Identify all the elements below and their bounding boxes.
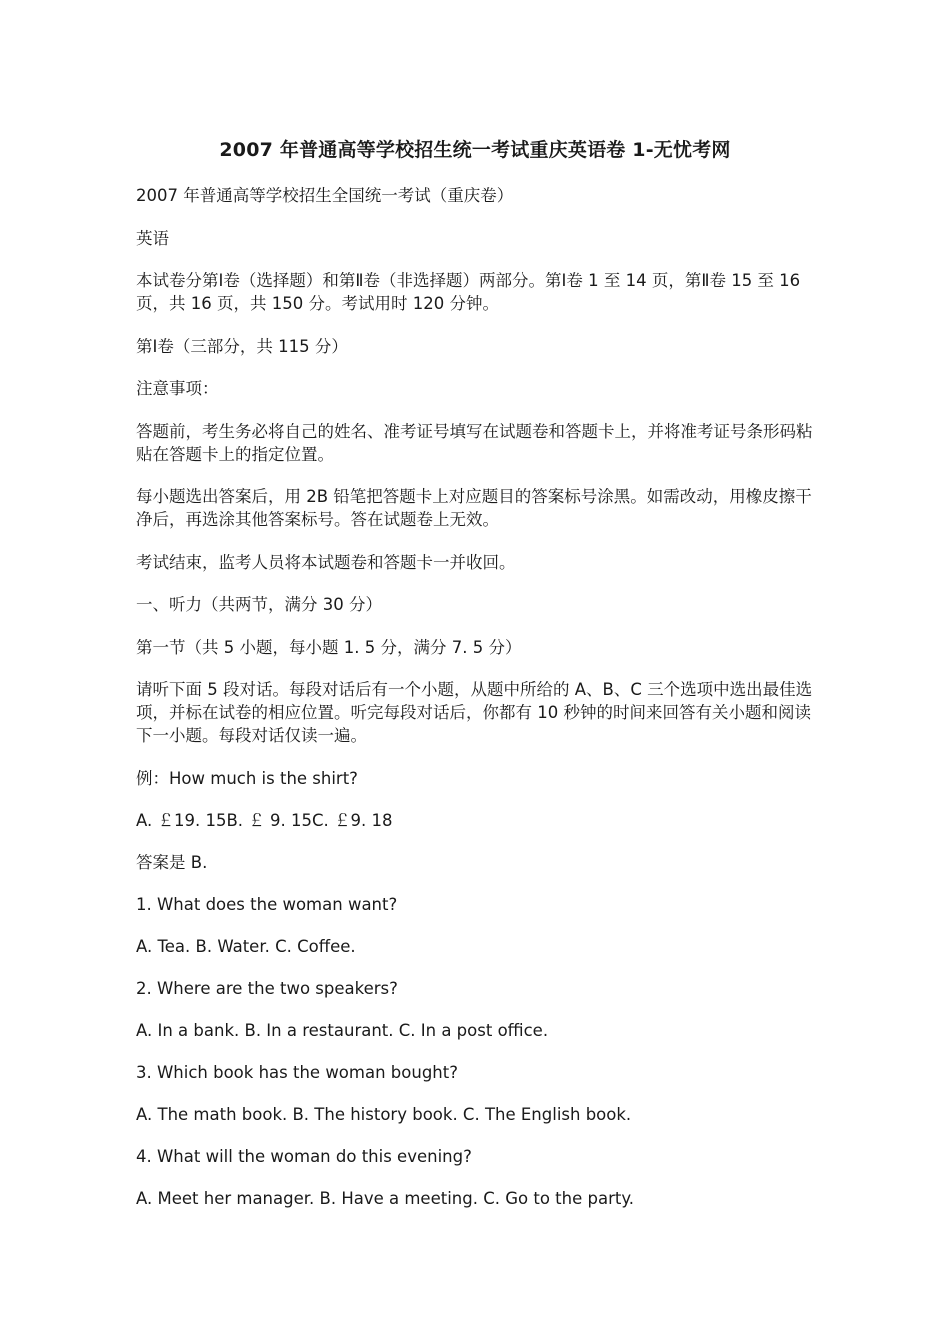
question-2: 2. Where are the two speakers?: [136, 978, 398, 998]
question-2-options: A. In a bank. B. In a restaurant. C. In a post office.: [136, 1020, 549, 1040]
question-3: 3. Which book has the woman bought?: [136, 1062, 458, 1082]
question-1: 1. What does the woman want?: [136, 894, 398, 914]
paragraph-subject: 英语: [136, 228, 169, 248]
paragraph-note-1: 答题前，考生务必将自己的姓名、准考证号填写在试题卷和答题卡上，并将准考证号条形码粘贴在答题卡上的指定位置。: [136, 421, 813, 464]
question-4-options: A. Meet her manager. B. Have a meeting. C. Go to the party.: [136, 1188, 634, 1208]
question-3-options: A. The math book. B. The history book. C. The English book.: [136, 1104, 632, 1124]
paragraph-example-answer: 答案是 B.: [136, 852, 208, 872]
document-title: 2007 年普通高等学校招生统一考试重庆英语卷 1-无忧考网: [219, 139, 731, 161]
paragraph-exam-structure: 本试卷分第Ⅰ卷（选择题）和第Ⅱ卷（非选择题）两部分。第Ⅰ卷 1 至 14 页，第Ⅱ卷 15 至 16 页，共 16 页，共 150 分。考试用时 120 分钟。: [136, 271, 801, 313]
question-1-options: A. Tea. B. Water. C. Coffee.: [136, 936, 356, 956]
question-4: 4. What will the woman do this evening?: [136, 1146, 472, 1166]
paragraph-example-options: A. ￡19. 15B. ￡ 9. 15C. ￡9. 18: [136, 810, 393, 830]
paragraph-example-question: 例：How much is the shirt?: [136, 768, 358, 788]
paragraph-listening-heading: 一、听力（共两节，满分 30 分）: [136, 595, 382, 614]
paragraph-listening-instructions: 请听下面 5 段对话。每段对话后有一个小题，从题中所给的 A、B、C 三个选项中选出最佳选项，并标在试卷的相应位置。听完每段对话后，你都有 10 秒钟的时间来回答有关小题和阅读下一小题。每段对话仅读一遍。: [136, 680, 813, 745]
paragraph-exam-name: 2007 年普通高等学校招生全国统一考试（重庆卷）: [136, 186, 514, 205]
paragraph-note-3: 考试结束，监考人员将本试题卷和答题卡一并收回。: [136, 552, 516, 572]
document-body: [136, 184, 826, 1229]
paragraph-section-one-heading: 第一节（共 5 小题，每小题 1. 5 分，满分 7. 5 分）: [136, 637, 522, 657]
paragraph-notes-heading: 注意事项：: [136, 379, 219, 398]
paragraph-part-one-heading: 第Ⅰ卷（三部分，共 115 分）: [136, 336, 348, 356]
paragraph-note-2: 每小题选出答案后，用 2B 铅笔把答题卡上对应题目的答案标号涂黑。如需改动，用橡皮擦干净后，再选涂其他答案标号。答在试题卷上无效。: [136, 487, 812, 529]
